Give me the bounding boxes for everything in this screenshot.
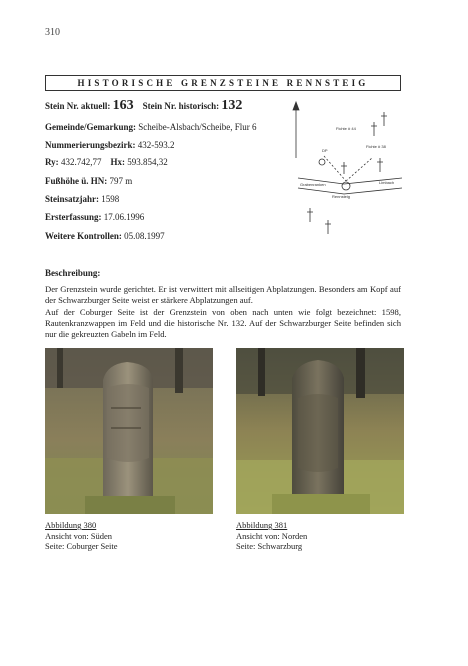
caption-381-view: Ansicht von: Norden	[236, 530, 308, 541]
gemeinde-value: Scheibe-Alsbach/Scheibe, Flur 6	[138, 122, 257, 132]
caption-380-title[interactable]: Abbildung 380	[45, 520, 97, 530]
fusshoehe-row	[45, 176, 132, 186]
survey-point	[319, 159, 325, 165]
caption-380-side: Seite: Coburger Seite	[45, 541, 118, 551]
ry-label: Ry:	[45, 157, 59, 167]
description-text	[45, 284, 401, 340]
kontrollen-value: 05.08.1997	[124, 231, 165, 241]
kontrollen-row	[45, 231, 165, 241]
kontrollen-label: Weitere Kontrollen:	[45, 231, 122, 241]
caption-381	[236, 520, 307, 552]
stone-marker	[342, 182, 350, 190]
diagram-label-grabenranken: Grabenranken	[300, 182, 326, 187]
diagram-label-fichte44: Fichte # 44	[336, 126, 356, 131]
ersterfassung-row	[45, 212, 144, 222]
header-box	[45, 75, 401, 91]
steinsatz-row	[45, 194, 119, 204]
photo-north	[236, 348, 404, 514]
stone-number-row	[45, 98, 242, 114]
ersterfassung-label: Ersterfassung:	[45, 212, 102, 222]
header-title: HISTORISCHE GRENZSTEINE RENNSTEIG	[77, 78, 369, 88]
diagram-label-dp: DP	[322, 148, 328, 153]
diagram-label-limbach: Limbach	[379, 180, 395, 185]
caption-381-title[interactable]: Abbildung 381	[236, 520, 288, 530]
nummer-row	[45, 140, 174, 150]
ersterfassung-value: 17.06.1996	[103, 212, 145, 222]
page-number: 310	[45, 27, 60, 38]
hx-label: Hx:	[110, 157, 125, 167]
dashed-line-2	[346, 158, 372, 181]
photo-south	[45, 348, 213, 514]
coordinates-row	[45, 157, 168, 167]
tree-icon-5	[307, 208, 313, 222]
steinsatz-label: Steinsatzjahr:	[45, 194, 99, 204]
description-paragraph-1: Der Grenzstein wurde gerichtet. Er ist verwittert mit allseitigen Abplatzungen. Besonders am Kopf auf der Schwarzburger Seite weist er stärkere Abplatzungen auf.	[45, 284, 401, 306]
description-heading: Beschreibung:	[45, 268, 101, 278]
diagram-label-rennsteig: Rennsteig	[332, 194, 351, 199]
nummer-label: Nummerierungsbezirk:	[45, 140, 136, 150]
nummer-value: 432-593.2	[137, 140, 175, 150]
tree-icon-2	[371, 122, 377, 136]
tree-icon-6	[325, 220, 331, 234]
fusshoehe-value: 797 m	[109, 176, 133, 186]
caption-380-view: Ansicht von: Süden	[45, 530, 113, 541]
description-paragraph-2: Auf der Coburger Seite ist der Grenzstein von oben nach unten wie folgt bezeichnet: 1598, Rautenkranzwappen im Feld und die historische Nr. 132. Auf der Schwarzburger Seite befinden sich nur die gekreuzten Gabeln im Feld.	[45, 306, 401, 340]
stone-current-label: Stein Nr. aktuell:	[45, 101, 111, 111]
fusshoehe-label: Fußhöhe ü. HN:	[45, 176, 108, 186]
stone-historic-label: Stein Nr. historisch:	[142, 101, 220, 111]
hx-value: 593.854,32	[127, 157, 168, 167]
stone-current-value: 163	[112, 98, 134, 113]
diagram-label-fichte38: Fichte # 38	[366, 144, 386, 149]
tree-icon-3	[381, 112, 387, 126]
caption-381-side: Seite: Schwarzburg	[236, 541, 303, 551]
location-sketch	[284, 96, 404, 246]
ry-value: 432.742,77	[60, 157, 102, 167]
tree-icon-1	[341, 162, 347, 174]
gemeinde-label: Gemeinde/Gemarkung:	[45, 122, 136, 132]
tree-icon-4	[377, 158, 383, 172]
steinsatz-value: 1598	[101, 194, 120, 204]
stone-historic-value: 132	[221, 98, 243, 113]
dashed-line-1	[324, 156, 346, 181]
caption-380	[45, 520, 118, 552]
gemeinde-row	[45, 122, 256, 132]
north-arrow-head	[293, 102, 299, 110]
